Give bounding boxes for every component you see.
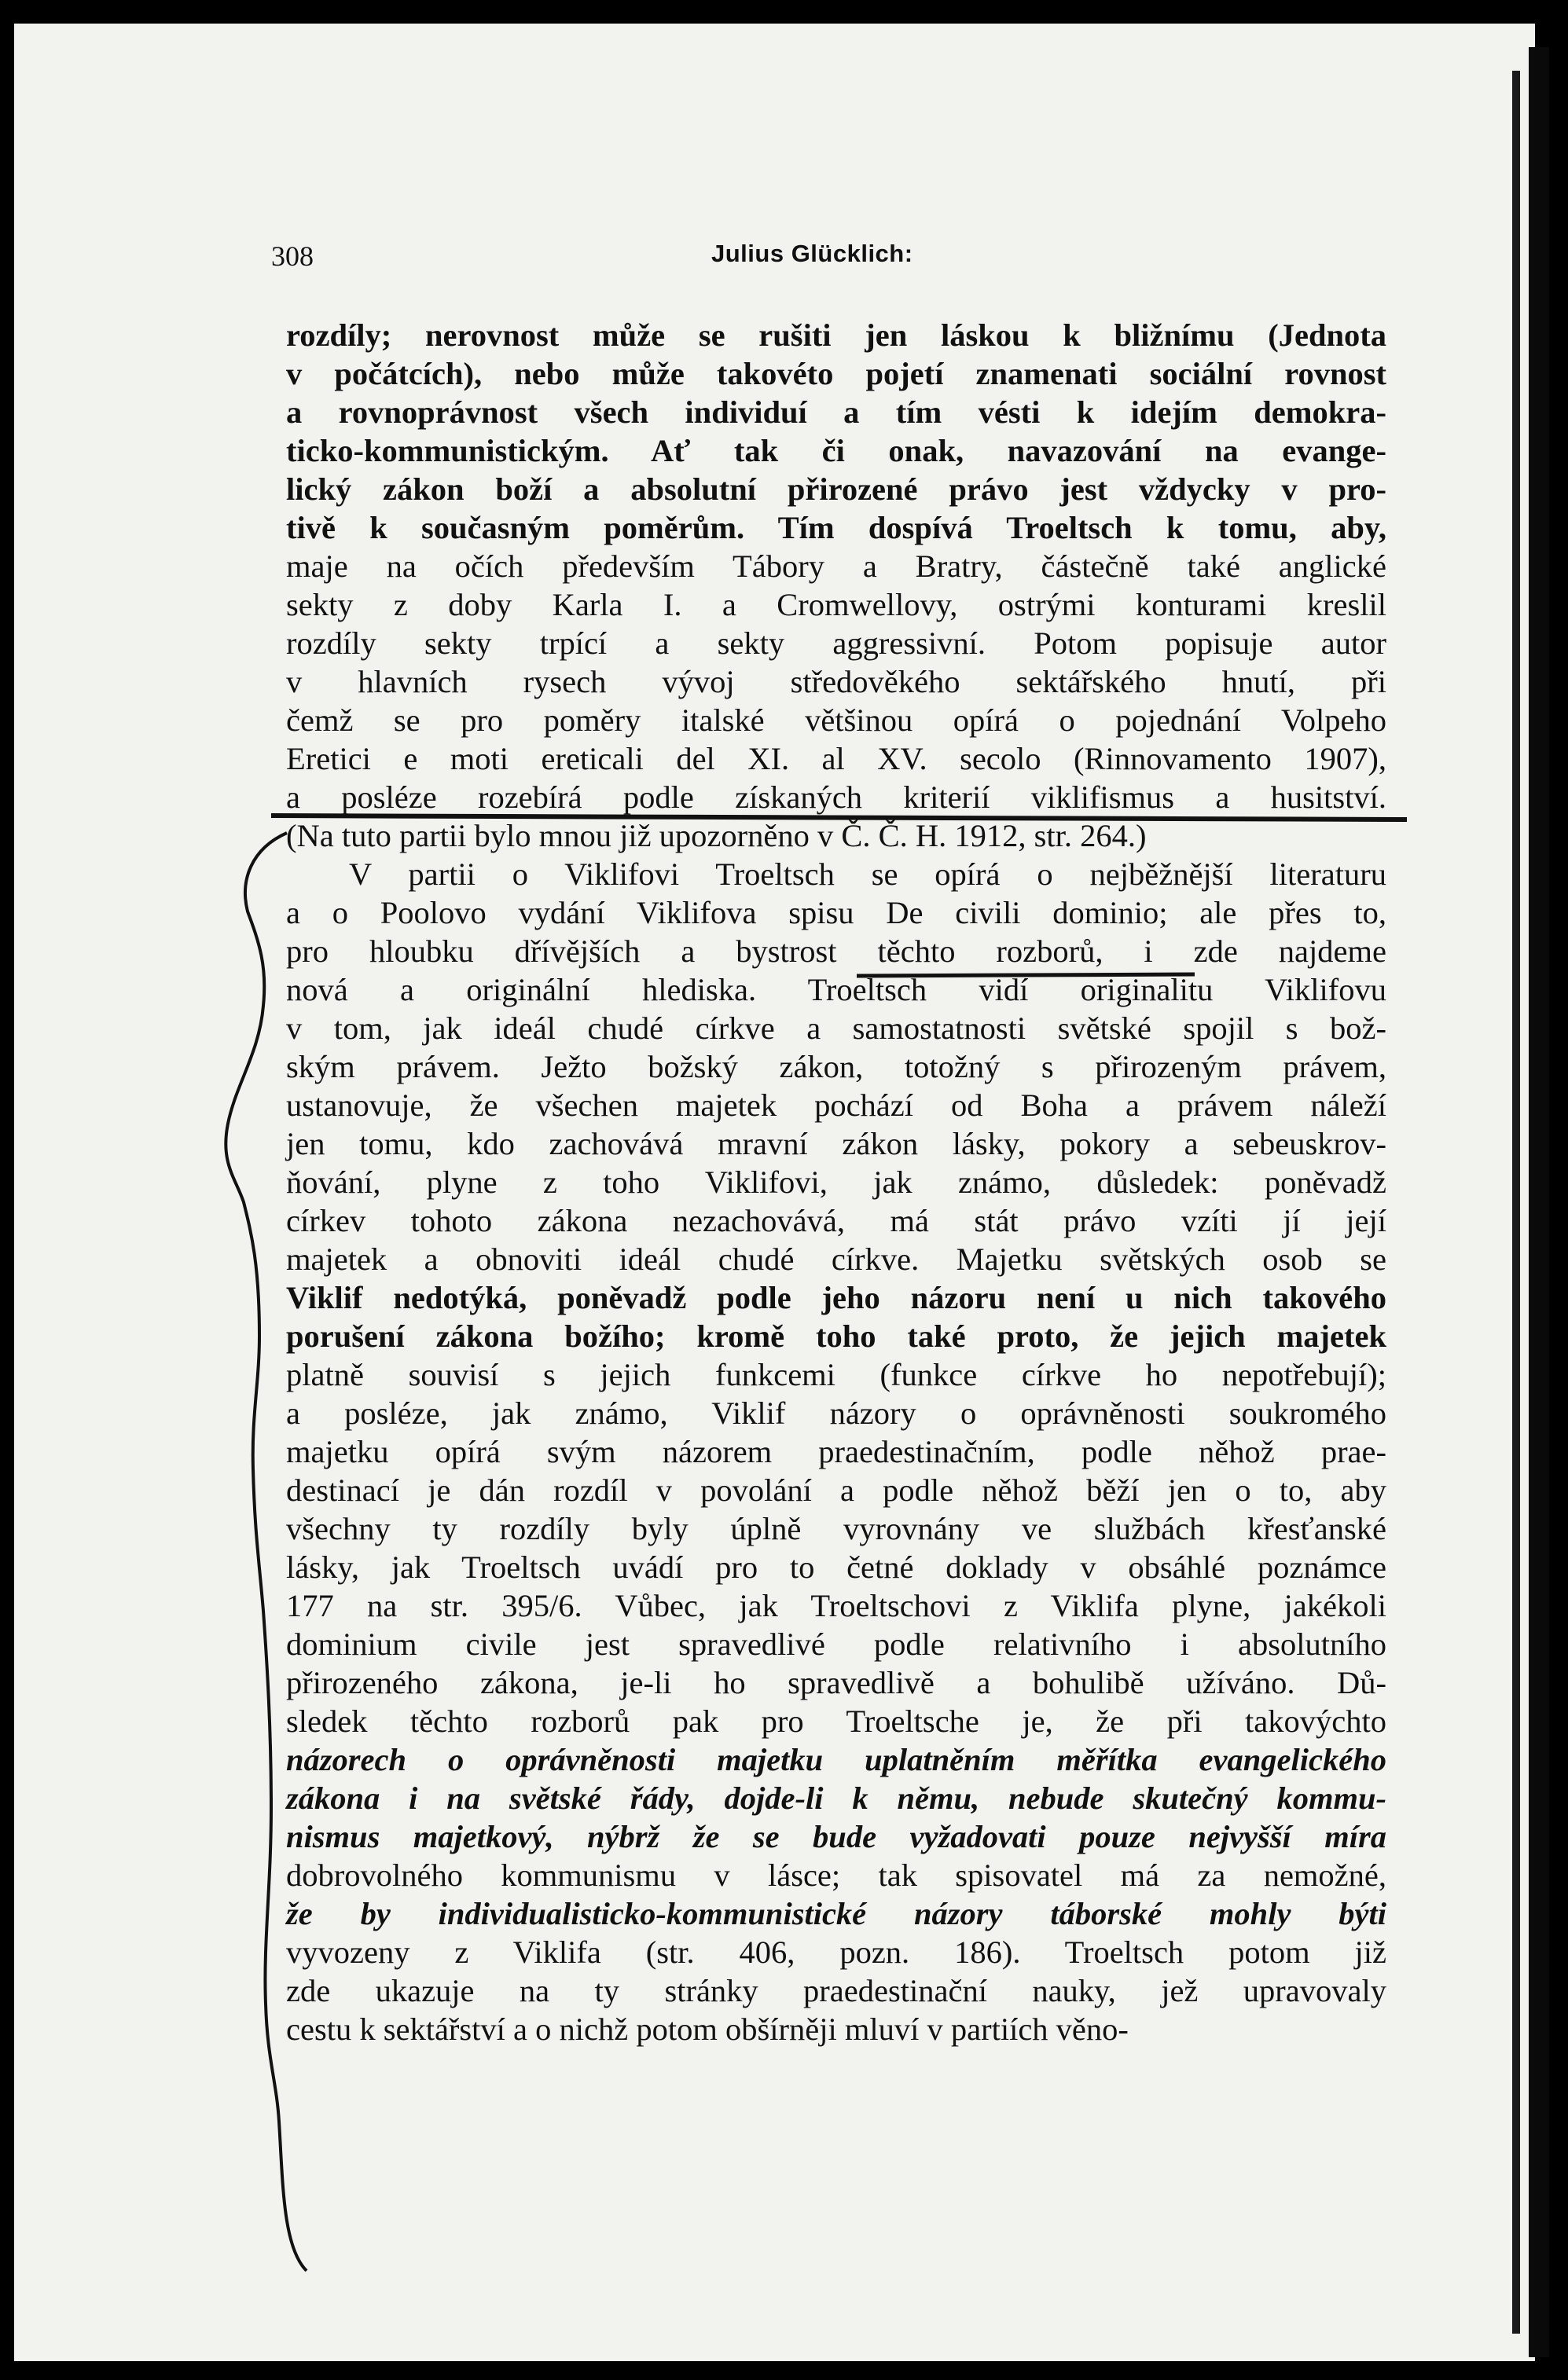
text-line: a rovnoprávnost všech individuí a tím vésti k idejím demokra-: [286, 394, 1386, 430]
text-line: v počátcích), nebo může takovéto pojetí znamenati sociální rovnost: [286, 356, 1386, 391]
text-line: vyvozeny z Viklifa (str. 406, pozn. 186). Troeltsch potom již: [286, 1934, 1386, 1970]
text-line: nismus majetkový, nýbrž že se bude vyžadovati pouze nejvyšší míra: [286, 1819, 1386, 1854]
text-line: cestu k sektářství a o nichž potom obšírněji mluví v partiích věno-: [286, 2011, 1129, 2047]
text-line: a o Poolovo vydání Viklifova spisu De civili dominio; ale přes to,: [286, 895, 1386, 930]
text-line: a posléze, jak známo, Viklif názory o oprávněnosti soukromého: [286, 1395, 1386, 1431]
page-edge-shadow: [1512, 71, 1520, 2334]
text-line: destinací je dán rozdíl v povolání a podle něhož běží jen o to, aby: [286, 1472, 1386, 1508]
text-line: přirozeného zákona, je-li ho spravedlivě a bohulibě užíváno. Dů-: [286, 1665, 1386, 1700]
text-line: tivě k současným poměrům. Tím dospívá Troeltsch k tomu, aby,: [286, 510, 1386, 545]
text-line: všechny ty rozdíly byly úplně vyrovnány ve službách křesťanské: [286, 1511, 1386, 1546]
text-line: zde ukazuje na ty stránky praedestinační nauky, jež upravovaly: [286, 1973, 1386, 2008]
text-line: že by individualisticko-kommunistické názory táborské mohly býti: [286, 1896, 1386, 1931]
text-line: rozdíly; nerovnost může se rušiti jen láskou k bližnímu (Jednota: [286, 317, 1386, 353]
text-line: lický zákon boží a absolutní přirozené právo jest vždycky v pro-: [286, 471, 1386, 507]
text-line: názorech o oprávněnosti majetku uplatněním měřítka evangelického: [286, 1742, 1386, 1777]
text-line: čemž se pro poměry italské většinou opírá o pojednání Volpeho: [286, 702, 1386, 738]
text-line: platně souvisí s jejich funkcemi (funkce církve ho nepotřebují);: [286, 1357, 1386, 1392]
running-head: Julius Glücklich:: [711, 240, 913, 267]
text-line: jen tomu, kdo zachovává mravní zákon lásky, pokory a sebeuskrov-: [286, 1126, 1386, 1161]
text-line: rozdíly sekty trpící a sekty aggressivní. Potom popisuje autor: [286, 625, 1386, 661]
body-text: [286, 316, 1386, 2048]
text-line: Viklif nedotýká, poněvadž podle jeho názoru není u nich takového: [286, 1280, 1386, 1315]
text-line: lásky, jak Troeltsch uvádí pro to četné doklady v obsáhlé poznámce: [286, 1549, 1386, 1585]
text-line: v hlavních rysech vývoj středověkého sektářského hnutí, při: [286, 664, 1386, 699]
text-line: Eretici e moti ereticali del XI. al XV. secolo (Rinnovamento 1907),: [286, 741, 1386, 776]
page-number: 308: [271, 240, 314, 272]
text-line: V partii o Viklifovi Troeltsch se opírá o nejběžnější literaturu: [349, 856, 1386, 892]
page-edge-border: [1529, 47, 1549, 2357]
text-line: pro hloubku dřívějších a bystrost těchto rozborů, i zde najdeme: [286, 933, 1386, 969]
text-line: dobrovolného kommunismu v lásce; tak spisovatel má za nemožné,: [286, 1857, 1386, 1893]
text-line: porušení zákona božího; kromě toho také proto, že jejich majetek: [286, 1318, 1386, 1354]
text-line: maje na očích především Tábory a Bratry, částečně také anglické: [286, 548, 1386, 584]
text-line: majetku opírá svým názorem praedestinačním, podle něhož prae-: [286, 1434, 1386, 1469]
text-line: ským právem. Ježto božský zákon, totožný s přirozeným právem,: [286, 1049, 1386, 1084]
text-line: v tom, jak ideál chudé církve a samostatnosti světské spojil s bož-: [286, 1010, 1386, 1046]
text-line: (Na tuto partii bylo mnou již upozorněno v Č. Č. H. 1912, str. 264.): [286, 818, 1147, 853]
text-line: ticko-kommunistickým. Ať tak či onak, navazování na evange-: [286, 433, 1386, 468]
text-line: ňování, plyne z toho Viklifovi, jak známo, důsledek: poněvadž: [286, 1164, 1386, 1200]
text-line: sekty z doby Karla I. a Cromwellovy, ostrými konturami kreslil: [286, 587, 1386, 622]
text-line: ustanovuje, že všechen majetek pochází od Boha a právem náleží: [286, 1087, 1386, 1123]
text-line: zákona i na světské řády, dojde-li k němu, nebude skutečný kommu-: [286, 1780, 1386, 1816]
text-line: majetek a obnoviti ideál chudé církve. Majetku světských osob se: [286, 1241, 1386, 1277]
text-line: a posléze rozebírá podle získaných kriterií viklifismus a husitství.: [286, 779, 1386, 815]
text-line: 177 na str. 395/6. Vůbec, jak Troeltschovi z Viklifa plyne, jakékoli: [286, 1588, 1386, 1623]
text-line: nová a originální hlediska. Troeltsch vidí originalitu Viklifovu: [286, 972, 1386, 1007]
text-line: církev tohoto zákona nezachovává, má stát právo vzíti jí její: [286, 1203, 1386, 1238]
text-line: sledek těchto rozborů pak pro Troeltsche je, že při takovýchto: [286, 1703, 1386, 1739]
text-line: dominium civile jest spravedlivé podle relativního i absolutního: [286, 1626, 1386, 1662]
